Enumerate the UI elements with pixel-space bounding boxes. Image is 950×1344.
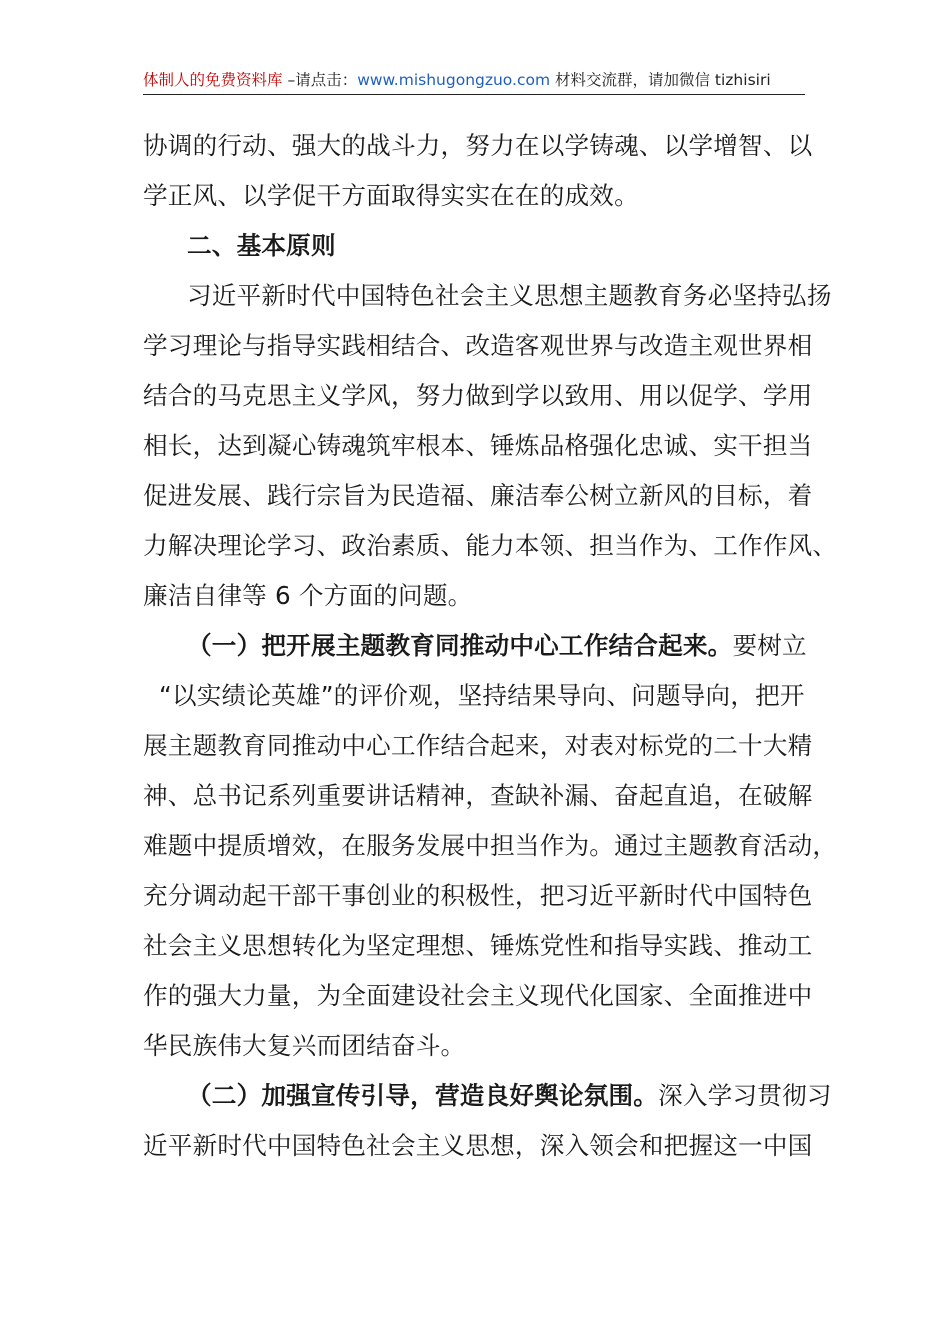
page-header <box>143 68 805 95</box>
item1-line: “以实绩论英雄”的评价观，坚持结果导向、问题导向，把开 <box>159 681 805 710</box>
document-body <box>143 121 838 1171</box>
item1-first-rest: 要树立 <box>732 631 807 660</box>
section-title: 二、基本原则 <box>187 231 336 260</box>
principle-line: 相长，达到凝心铸魂筑牢根本、锤炼品格强化忠诚、实干担当 <box>143 431 813 460</box>
body-line: 协调的行动、强大的战斗力，努力在以学铸魂、以学增智、以 <box>143 131 813 160</box>
header-brand: 体制人的免费资料库 <box>143 71 283 89</box>
item1-first-line <box>143 621 810 671</box>
item1-heading: （一）把开展主题教育同推动中心工作结合起来。 <box>187 631 733 660</box>
header-separator: –请点击： <box>282 71 358 89</box>
body-line: 学正风、以学促干方面取得实实在在的成效。 <box>143 181 639 210</box>
item1-line: 难题中提质增效，在服务发展中担当作为。通过主题教育活动， <box>143 831 838 860</box>
header-tail: 材料交流群，请加微信 tizhisiri <box>550 71 771 89</box>
item2-line: 近平新时代中国特色社会主义思想，深入领会和把握这一中国 <box>143 1131 813 1160</box>
item1-line: 作的强大力量，为全面建设社会主义现代化国家、全面推进中 <box>143 981 813 1010</box>
principle-line: 促进发展、践行宗旨为民造福、廉洁奉公树立新风的目标，着 <box>143 481 813 510</box>
item1-line: 展主题教育同推动中心工作结合起来，对表对标党的二十大精 <box>143 731 813 760</box>
item1-line: 华民族伟大复兴而团结奋斗。 <box>143 1031 466 1060</box>
principle-line: 学习理论与指导实践相结合、改造客观世界与改造主观世界相 <box>143 331 813 360</box>
principle-line: 习近平新时代中国特色社会主义思想主题教育务必坚持弘扬 <box>187 281 832 310</box>
item1-line: 充分调动起干部干事创业的积极性，把习近平新时代中国特色 <box>143 881 813 910</box>
item1-line: 社会主义思想转化为坚定理想、锤炼党性和指导实践、推动工 <box>143 931 813 960</box>
principle-line: 力解决理论学习、政治素质、能力本领、担当作为、工作作风、 <box>143 531 838 560</box>
principle-line: 廉洁自律等 6 个方面的问题。 <box>143 581 473 610</box>
item2-heading: （二）加强宣传引导，营造良好舆论氛围。 <box>187 1081 659 1110</box>
item1-line: 神、总书记系列重要讲话精神，查缺补漏、奋起直追，在破解 <box>143 781 813 810</box>
item2-first-line <box>143 1071 832 1121</box>
principle-line: 结合的马克思主义学风，努力做到学以致用、用以促学、学用 <box>143 381 813 410</box>
item2-first-rest: 深入学习贯彻习 <box>658 1081 832 1110</box>
header-link[interactable]: www.mishugongzuo.com <box>357 71 551 89</box>
